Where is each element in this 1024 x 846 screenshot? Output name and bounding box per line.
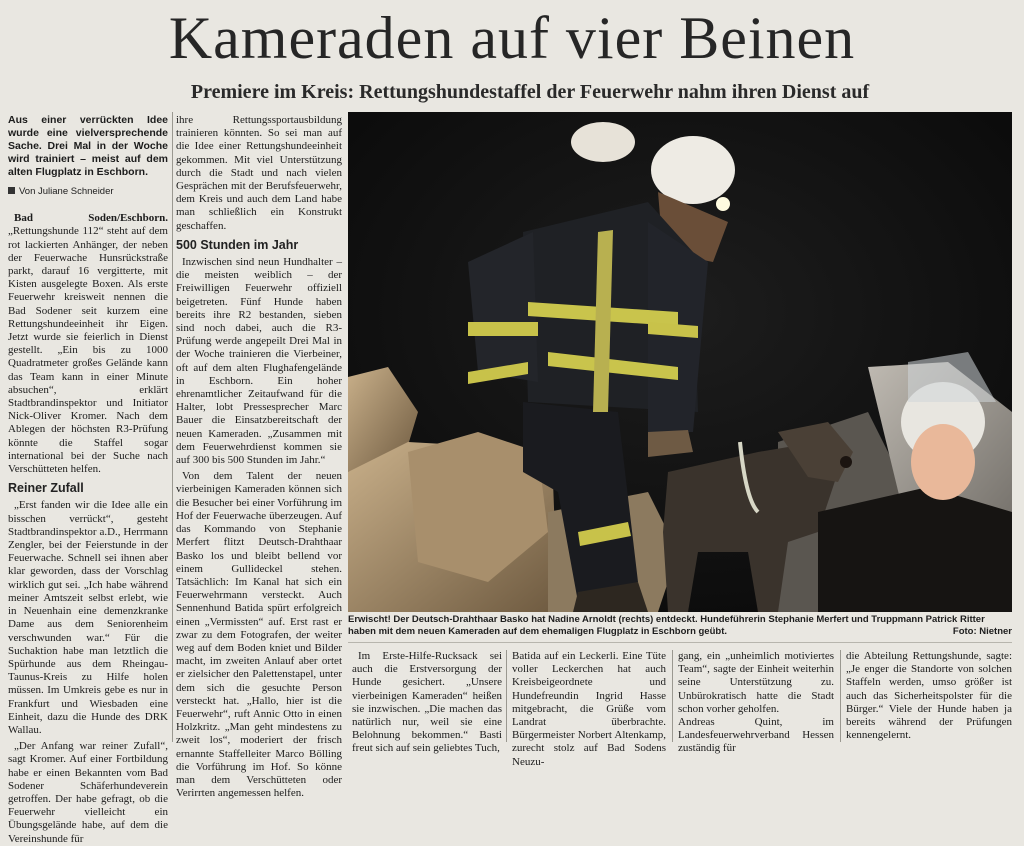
paragraph: „Der Anfang war reiner Zufall“, sagt Kromer. Auf einer Fortbildung habe er einen Bekannten vom Bad Sodener Schäferhundeverein getroffen. Der habe gefragt, ob die Feuerwehr vielleicht ein Übungsgelände habe, auf dem die Vereinshunde für [8, 740, 168, 845]
column-divider [840, 650, 841, 742]
caption-divider [348, 642, 1012, 643]
paragraph: Von dem Talent der neuen vierbeinigen Kameraden können sich die Besucher bei einer Vorführung im Hof der Feuerwache überzeugen. Auf das Kommando von Stephanie Merfert flitzt Deutsch-Drahthaar Basko los und bleibt bellend vor einem Gullideckel stehen. Tatsächlich: Im Kanal hat sich ein Feuerwehrmann versteckt. Auch Sennenhund Batida spürt erfolgreich einen „Vermissten“ auf. Erst rast er zwar zu dem Fotografen, der weiter weg auf dem Boden kniet und Bilder macht, im zweiten Anlauf aber ortet er zielsicher den Palettenstapel, unter dem sich die gesuchte Person versteckt hat. „Hallo, hier ist die Feuerwehr“, ruft Annic Otto in einen Holzkritz. „Man geht mindestens zu zweit los“, moderiert der frisch ernannte Staffelleiter Marco Bölling die Vorführung im Hof. So könne man dem Verschütteten oder Verirrten angemessen helfen. [176, 470, 342, 800]
article-column-2 [176, 114, 342, 800]
photo-credit: Foto: Nietner [952, 626, 1012, 637]
bottom-column-4 [846, 650, 1012, 742]
bottom-column-3 [678, 650, 834, 755]
bottom-column-1 [352, 650, 502, 755]
lead-paragraph: Aus einer verrückten Idee wurde eine vielversprechende Sache. Drei Mal in der Woche wird trainiert – meist auf dem alten Flugplatz in Eschborn. [8, 114, 168, 178]
byline-square-icon [8, 187, 15, 194]
bottom-column-2 [512, 650, 666, 768]
paragraph: Batida auf ein Leckerli. Eine Tüte voller Leckerchen hat auch Kreisbeigeordnete und Hundefreundin Ingrid Hasse mitgebracht, die Grüße vom Landrat überbrachte. Bürgermeister Norbert Altenkamp, zurecht stolz auf Bad Sodens Neuzu- [512, 650, 666, 768]
column-divider [506, 650, 507, 742]
caption-text: Erwischt! Der Deutsch-Drahthaar Basko hat Nadine Arnoldt (rechts) entdeckt. Hundeführerin Stephanie Merfert und Truppmann Patrick Ritter haben mit dem neuen Kameraden auf dem ehemaligen Flugplatz in Eschborn geübt. [348, 614, 985, 637]
column-divider [672, 650, 673, 742]
article-photo [348, 112, 1012, 612]
paragraph: „Erst fanden wir die Idee alle ein bisschen verrückt“, gesteht Stadtbrandinspektor a.D., Herrmann Zengler, bei der Feierstunde in der Feuerwache. Schnell sei ihnen aber klar geworden, dass der Vorschlag wirklich gut sei. „Ich habe während meiner Amtszeit selbst erlebt, wie in Neuenhain eine demenzkranke Dame aus dem Seniorenheim verschwunden war.“ Für die Suchaktion habe man letztlich die Spürhunde aus dem Rheingau-Taunus-Kreis zu Hilfe holen müssen. Im Umkreis gebe es nur in Frankfurt und Wiesbaden eine Einheit, dazu die Hunde des DRK Wallau. [8, 499, 168, 736]
paragraph: die Abteilung Rettungshunde, sagte: „Je enger die Standorte von solchen Staffeln werden, umso größer ist auch das Sicherheitspolster für die Bürger.“ Viele der Hunde haben ja bereits während der Prüfungen kennengelernt. [846, 650, 1012, 742]
column-divider [172, 112, 173, 742]
article-column-1 [8, 114, 168, 845]
paragraph-text: „Rettungshunde 112“ steht auf dem rot lackierten Anhänger, der neben der Feuerwache Hunsrückstraße parkt, darauf 16 vergitterte, mit Kisten ausgelegte Boxen. Als erste Feuerwehr kreisweit nennen die Bad Sodener seit kurzem eine Rettungshundeeinheit ihr Eigen. Jetzt wurde sie feierlich in Dienst gestellt. „Ein bis zu 1000 Quadratmeter großes Gelände kann das Team kann in einer Minute absuchen“, erklärt Stadtbrandinspektor und Initiator Nick-Oliver Kromer. Nach dem Ablegen der höchsten R3-Prüfung könnte die Staffel sogar international bei der Suche nach Verschütteten helfen. [8, 225, 168, 476]
paragraph: ihre Rettungssportausbildung trainieren könnten. So sei man auf die Idee einer Rettungshundeeinheit gekommen. Mit viel Unterstützung durch die Stadt und nach vielen Gesprächen mit der Berufsfeuerwehr, dem Kreis und auch dem Land habe man schließlich ein Konstrukt geschaffen. [176, 114, 342, 232]
dateline: Bad Soden/Eschborn. [14, 212, 168, 225]
paragraph: gang, ein „unheimlich motiviertes Team“, sagte der Einheit weiterhin seine Unterstützung zu. Unbürokratisch hatte die Stadt schon vorher geholfen. Andreas Quint, im Landesfeuerwehrverband Hessen zuständig für [678, 650, 834, 755]
paragraph: Im Erste-Hilfe-Rucksack sei auch die Erstversorgung der Hunde gesichert. „Unsere vierbeinigen Kameraden“ heißen sie inzwischen. „Die machen das natürlich nur, weil sie eine Belohnung bekommen.“ Basti freut sich auf sein geliebtes Tuch, [352, 650, 502, 755]
photo-caption [348, 614, 1012, 638]
byline-author: Von Juliane Schneider [19, 186, 114, 197]
section-heading: 500 Stunden im Jahr [176, 237, 299, 252]
photo-illustration [348, 112, 1012, 612]
subheadline: Premiere im Kreis: Rettungshundestaffel der Feuerwehr nahm ihren Dienst auf [190, 81, 870, 103]
headline: Kameraden auf vier Beinen [168, 5, 856, 71]
byline [8, 185, 168, 198]
paragraph: Inzwischen sind neun Hundhalter – die meisten weiblich – der Freiwilligen Feuerwehr offiziell beigetreten. Fünf Hunde haben bereits ihre R2 bestanden, sieben sind noch dabei, auch die R3-Prüfung werde angepeilt Drei Mal in der Woche trainieren die Vierbeiner, oft auf dem alten Flughafengelände in Eschborn. Ein hoher ehrenamtlicher Zeitaufwand für die Halter, lobt Pressesprecher Marc Bauer die Einsatzbereitschaft der neuen Kameraden. „Zusammen mit dem Feuerwehrdienst kommen sie auf 300 bis 500 Stunden im Jahr.“ [176, 256, 342, 467]
section-heading: Reiner Zufall [8, 481, 84, 496]
paragraph [8, 212, 168, 476]
